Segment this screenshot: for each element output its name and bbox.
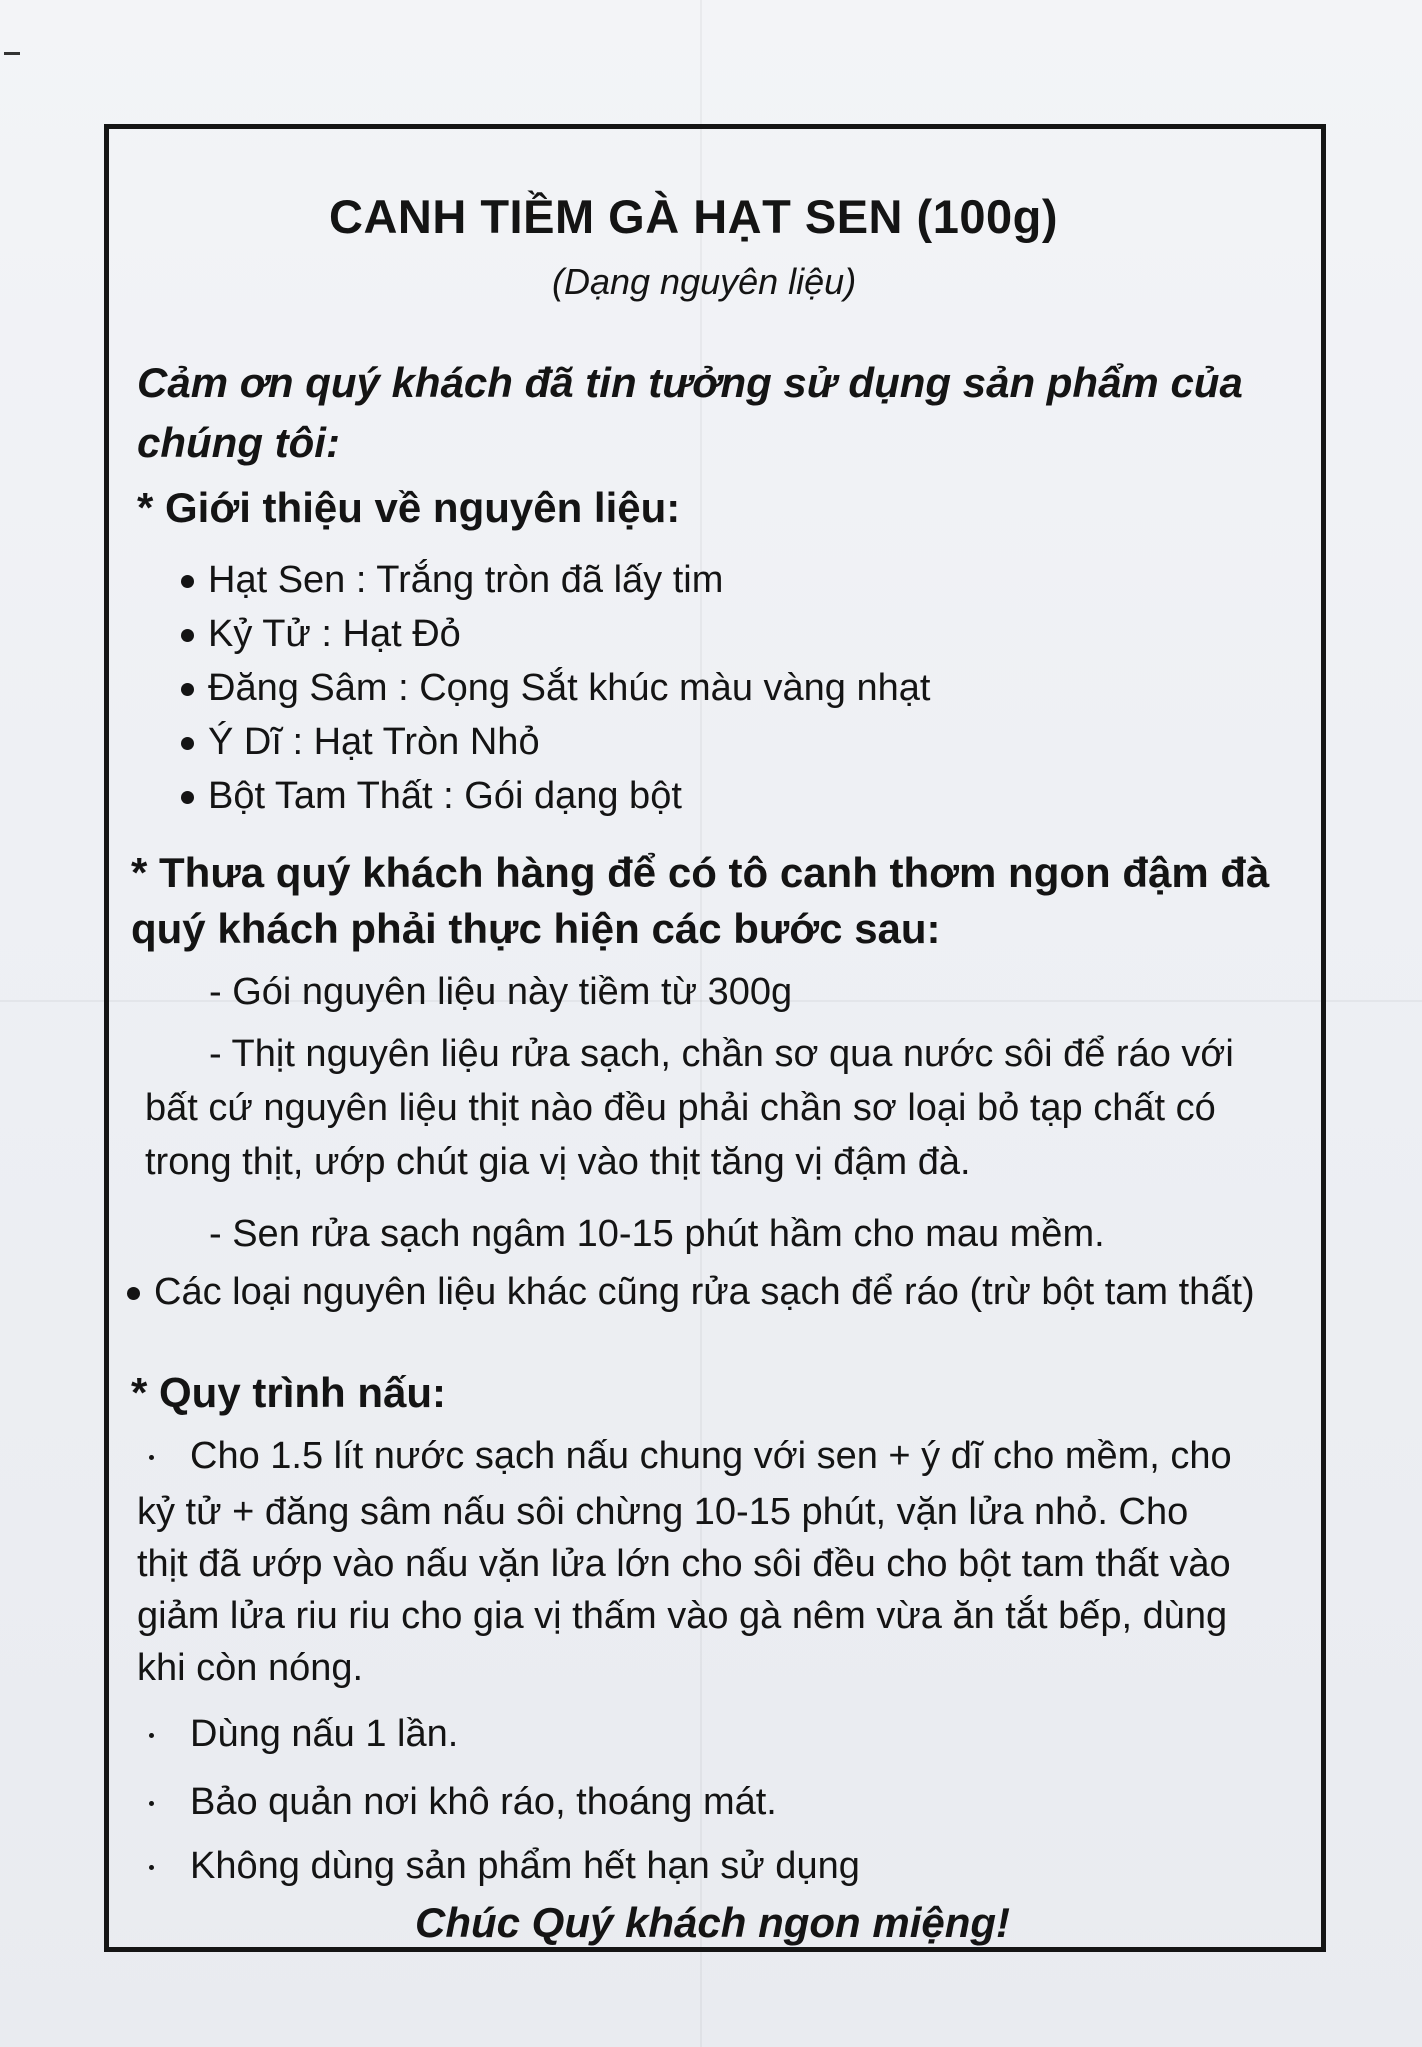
document-border xyxy=(104,124,1326,1952)
note-item: Không dùng sản phẩm hết hạn sử dụng xyxy=(149,1845,860,1888)
bullet-icon xyxy=(149,1801,154,1806)
cooking-heading: * Quy trình nấu: xyxy=(131,1369,446,1416)
step-meat-line-2: bất cứ nguyên liệu thịt nào đều phải chần sơ loại bỏ tạp chất có xyxy=(145,1087,1216,1129)
thanks-line-1: Cảm ơn quý khách đã tin tưởng sử dụng sản phẩm của xyxy=(137,359,1243,406)
bullet-icon xyxy=(149,1865,154,1870)
step-lotus: - Sen rửa sạch ngâm 10-15 phút hầm cho mau mềm. xyxy=(209,1213,1105,1255)
paper-mark xyxy=(4,52,20,55)
bullet-icon xyxy=(149,1733,154,1738)
bullet-icon xyxy=(149,1455,154,1460)
cooking-line-2: kỷ tử + đăng sâm nấu sôi chừng 10-15 phút, vặn lửa nhỏ. Cho xyxy=(137,1491,1189,1533)
bullet-icon xyxy=(181,737,194,750)
ingredient-item: Ý Dĩ : Hạt Tròn Nhỏ xyxy=(181,721,540,764)
steps-heading-line-1: * Thưa quý khách hàng để có tô canh thơm ngon đậm đà xyxy=(131,849,1270,896)
cooking-line-3: thịt đã ướp vào nấu vặn lửa lớn cho sôi đều cho bột tam thất vào xyxy=(137,1543,1231,1585)
bullet-icon xyxy=(181,629,194,642)
step-meat-line-3: trong thịt, ướp chút gia vị vào thịt tăng vị đậm đà. xyxy=(145,1141,971,1183)
ingredient-item: Hạt Sen : Trắng tròn đã lấy tim xyxy=(181,559,723,602)
note-item: Bảo quản nơi khô ráo, thoáng mát. xyxy=(149,1781,777,1824)
ingredient-item: Đăng Sâm : Cọng Sắt khúc màu vàng nhạt xyxy=(181,667,930,710)
step-other-ingredients: Các loại nguyên liệu khác cũng rửa sạch để ráo (trừ bột tam thất) xyxy=(127,1271,1255,1314)
closing-message: Chúc Quý khách ngon miệng! xyxy=(415,1899,1011,1946)
ingredient-item: Bột Tam Thất : Gói dạng bột xyxy=(181,775,682,818)
cooking-line-1: Cho 1.5 lít nước sạch nấu chung với sen + ý dĩ cho mềm, cho xyxy=(149,1435,1232,1478)
cooking-line-4: giảm lửa riu riu cho gia vị thấm vào gà nêm vừa ăn tắt bếp, dùng xyxy=(137,1595,1228,1637)
step-meat-line-1: - Thịt nguyên liệu rửa sạch, chần sơ qua nước sôi để ráo với xyxy=(209,1033,1234,1075)
bullet-icon xyxy=(127,1287,140,1300)
bullet-icon xyxy=(181,683,194,696)
step-portion: - Gói nguyên liệu này tiềm từ 300g xyxy=(209,971,793,1013)
note-item: Dùng nấu 1 lần. xyxy=(149,1713,458,1756)
bullet-icon xyxy=(181,791,194,804)
ingredient-item: Kỷ Tử : Hạt Đỏ xyxy=(181,613,461,656)
document-title: CANH TIỀM GÀ HẠT SEN (100g) xyxy=(329,190,1058,243)
ingredients-heading: * Giới thiệu về nguyên liệu: xyxy=(137,484,681,531)
steps-heading-line-2: quý khách phải thực hiện các bước sau: xyxy=(131,905,941,952)
thanks-line-2: chúng tôi: xyxy=(137,419,340,466)
document-subtitle: (Dạng nguyên liệu) xyxy=(552,261,857,302)
cooking-line-5: khi còn nóng. xyxy=(137,1647,364,1689)
bullet-icon xyxy=(181,575,194,588)
